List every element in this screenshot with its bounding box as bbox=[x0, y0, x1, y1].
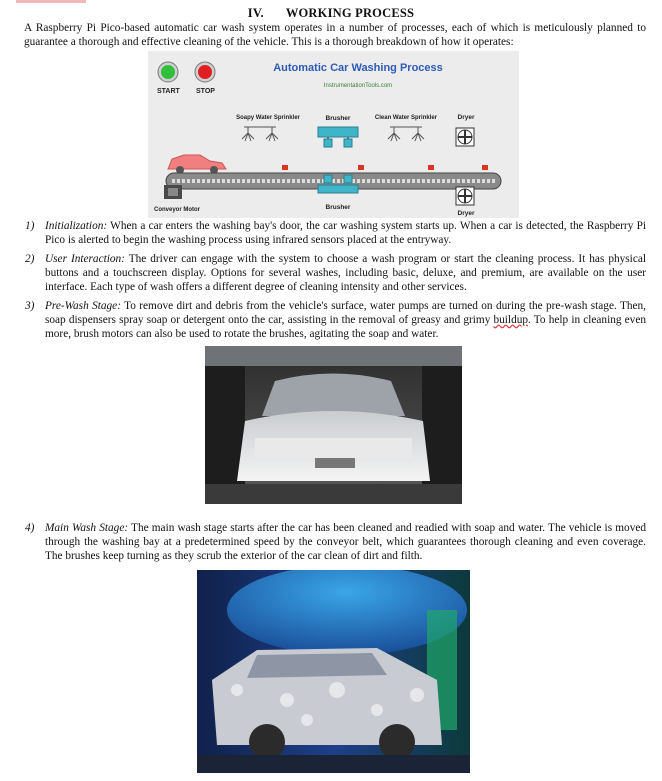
prewash-photo-svg bbox=[205, 346, 462, 504]
list-item-user-interaction bbox=[25, 252, 646, 294]
diagram-svg bbox=[148, 51, 519, 218]
mainwash-photo bbox=[197, 570, 470, 773]
item-number: 4) bbox=[25, 522, 35, 534]
item-number: 3) bbox=[25, 300, 35, 312]
list-item-main-wash bbox=[25, 521, 646, 563]
item-text: When a car enters the washing bay's door, the car washing system starts up. When a car is detected, the Raspberry Pi Pico is alerted to begin the washing process using infrared sensors placed at the entryway. bbox=[45, 220, 646, 246]
item-heading: User Interaction: bbox=[45, 253, 125, 265]
item-text-after: . To help in cleaning even more, brush motors can also be used to rotate the brushes, agitating the soap and water. bbox=[45, 314, 646, 340]
clean-sprinkler-label: Clean Water Sprinkler bbox=[374, 115, 438, 121]
item-heading: Main Wash Stage: bbox=[45, 522, 129, 534]
soap-sprinkler-label: Soapy Water Sprinkler bbox=[236, 115, 300, 121]
section-heading bbox=[0, 6, 662, 21]
item-heading: Pre-Wash Stage: bbox=[45, 300, 121, 312]
conveyor-motor-label: Conveyor Motor bbox=[154, 207, 201, 213]
brusher-top-label: Brusher bbox=[325, 115, 351, 122]
mainwash-photo-svg bbox=[197, 570, 470, 773]
dryer-bottom-label: Dryer bbox=[457, 210, 475, 217]
item-number: 1) bbox=[25, 220, 35, 232]
top-decoration bbox=[16, 0, 86, 3]
car-wash-diagram bbox=[148, 51, 519, 218]
brusher-bottom-label: Brusher bbox=[325, 204, 351, 211]
prewash-photo bbox=[205, 346, 462, 504]
section-number: IV. bbox=[247, 6, 264, 20]
top-dryer-icon bbox=[456, 128, 474, 146]
item-number: 2) bbox=[25, 253, 35, 265]
list-item-pre-wash bbox=[25, 299, 646, 341]
diagram-title: Automatic Car Washing Process bbox=[273, 62, 443, 74]
section-title: WORKING PROCESS bbox=[285, 6, 415, 20]
bottom-dryer-icon bbox=[456, 187, 474, 205]
start-label: START bbox=[157, 88, 180, 95]
item-text: The main wash stage starts after the car has been cleaned and readied with soap and water. The vehicle is moved through the washing bay at a predetermined speed by the conveyor belt, which guarantees thorough cleaning and even coverage. The brushes keep turning as they scrub the exterior of the car clean of dirt and filth. bbox=[45, 522, 646, 562]
item-text-before: To remove dirt and debris from the vehicle's surface, water pumps are turned on during the pre-wash stage. Then, soap dispensers spray soap or detergent onto the car, assisting in the removal of greasy and grimy bbox=[45, 300, 646, 326]
stop-button-icon bbox=[198, 65, 212, 79]
stop-label: STOP bbox=[196, 88, 215, 95]
list-item-initialization bbox=[25, 219, 646, 247]
intro-paragraph: A Raspberry Pi Pico-based automatic car wash system operates in a number of processes, each of which is meticulously planned to guarantee a thorough and effective cleaning of the vehicle. This is a thorough breakdown of how it operates: bbox=[24, 22, 646, 48]
item-heading: Initialization: bbox=[45, 220, 108, 232]
start-button-icon bbox=[161, 65, 175, 79]
item-text: The driver can engage with the system to choose a wash program or start the cleaning process. It has physical buttons and a touchscreen display. Options for several washes, including basic, deluxe, and premium, are available on the user interface. Each type of wash offers a different degree of cleaning intensity and other services. bbox=[45, 253, 646, 293]
dryer-top-label: Dryer bbox=[457, 114, 475, 121]
diagram-source: InstrumentationTools.com bbox=[323, 83, 393, 89]
conveyor-motor-icon bbox=[164, 185, 182, 199]
spellcheck-word: buildup bbox=[493, 314, 529, 326]
